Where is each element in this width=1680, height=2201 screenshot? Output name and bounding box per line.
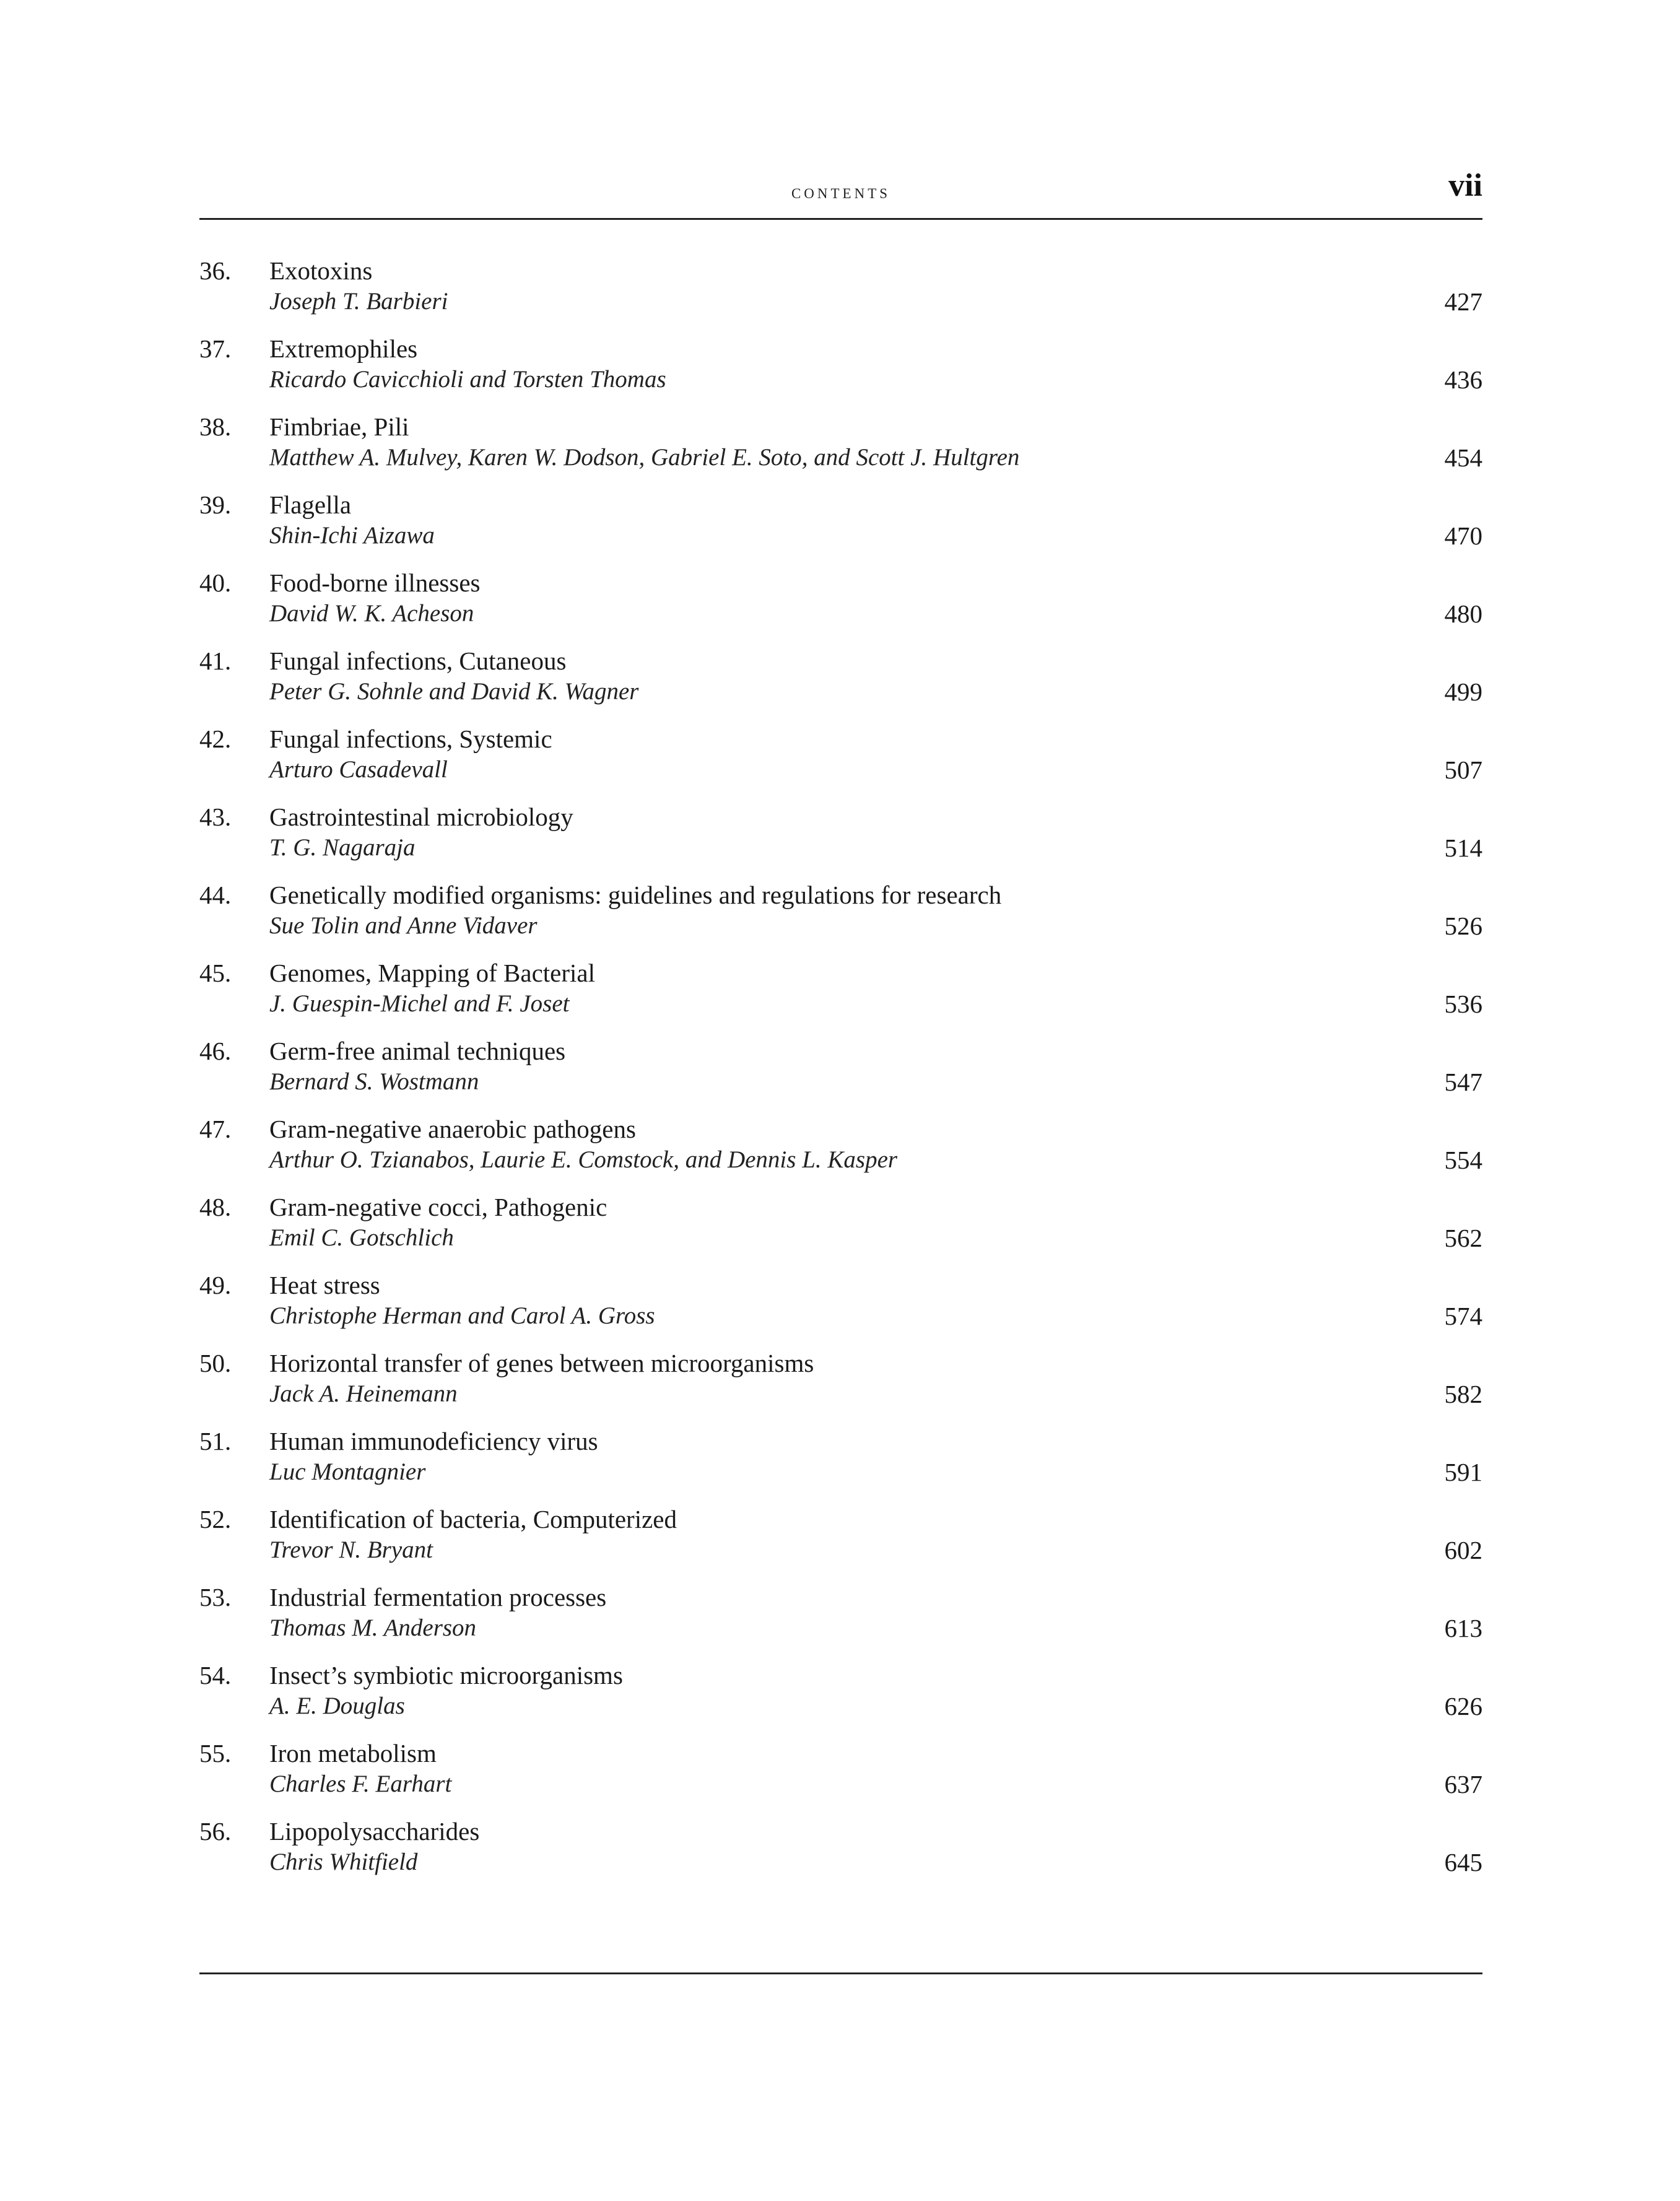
entry-number: 37. xyxy=(199,334,232,363)
toc-entry xyxy=(199,411,1482,489)
toc-entry xyxy=(199,801,1482,879)
entry-number: 40. xyxy=(199,569,232,597)
entry-number: 56. xyxy=(199,1817,232,1846)
entry-title: Food-borne illnesses xyxy=(269,569,481,597)
entry-page-number: 507 xyxy=(1444,756,1482,784)
entry-title: Germ-free animal techniques xyxy=(269,1037,566,1065)
entry-authors: Jack A. Heinemann xyxy=(269,1380,458,1407)
entry-authors: Matthew A. Mulvey, Karen W. Dodson, Gabriel E. Soto, and Scott J. Hultgren xyxy=(269,444,1020,471)
entry-page-number: 470 xyxy=(1444,521,1482,550)
entry-title: Heat stress xyxy=(269,1271,380,1299)
entry-title: Fimbriae, Pili xyxy=(269,412,409,441)
entry-authors: Arthur O. Tzianabos, Laurie E. Comstock, and Dennis L. Kasper xyxy=(269,1146,898,1173)
entry-title: Fungal infections, Cutaneous xyxy=(269,647,567,675)
entry-page-number: 499 xyxy=(1444,678,1482,706)
entry-number: 36. xyxy=(199,256,232,285)
entry-authors: Shin-Ichi Aizawa xyxy=(269,522,435,549)
header-rule xyxy=(199,218,1482,220)
entry-page-number: 626 xyxy=(1444,1692,1482,1720)
entry-page-number: 427 xyxy=(1444,287,1482,316)
entry-number: 54. xyxy=(199,1661,232,1689)
entry-authors: Peter G. Sohnle and David K. Wagner xyxy=(269,678,639,705)
entry-number: 39. xyxy=(199,490,232,519)
entry-title: Gastrointestinal microbiology xyxy=(269,803,573,831)
entry-title: Insect’s symbiotic microorganisms xyxy=(269,1661,623,1689)
entry-authors: J. Guespin-Michel and F. Joset xyxy=(269,990,570,1017)
entry-number: 48. xyxy=(199,1193,232,1221)
entry-authors: Arturo Casadevall xyxy=(269,756,448,783)
entry-page-number: 602 xyxy=(1444,1536,1482,1564)
entry-authors: A. E. Douglas xyxy=(269,1693,405,1719)
entry-number: 45. xyxy=(199,959,232,987)
entry-authors: Sue Tolin and Anne Vidaver xyxy=(269,912,538,939)
entry-page-number: 562 xyxy=(1444,1224,1482,1252)
toc-entry xyxy=(199,1582,1482,1660)
entry-title: Genomes, Mapping of Bacterial xyxy=(269,959,596,987)
entry-authors: David W. K. Acheson xyxy=(269,600,474,627)
entry-page-number: 574 xyxy=(1444,1302,1482,1330)
toc-entry xyxy=(199,1504,1482,1582)
entry-authors: Thomas M. Anderson xyxy=(269,1615,477,1641)
toc-entry xyxy=(199,333,1482,411)
entry-number: 51. xyxy=(199,1427,232,1455)
entry-authors: Ricardo Cavicchioli and Torsten Thomas xyxy=(269,366,666,393)
page-header xyxy=(199,167,1482,218)
entry-page-number: 514 xyxy=(1444,834,1482,862)
entry-authors: Luc Montagnier xyxy=(269,1458,426,1485)
entry-page-number: 547 xyxy=(1444,1068,1482,1096)
entry-page-number: 554 xyxy=(1444,1146,1482,1174)
toc-entry xyxy=(199,1426,1482,1504)
toc-entry xyxy=(199,1035,1482,1114)
entry-title: Genetically modified organisms: guidelines and regulations for research xyxy=(269,881,1002,909)
toc-entry xyxy=(199,1660,1482,1738)
entry-number: 46. xyxy=(199,1037,232,1065)
entry-authors: Chris Whitfield xyxy=(269,1849,418,1875)
toc-entry xyxy=(199,645,1482,723)
entry-page-number: 480 xyxy=(1444,599,1482,628)
page-number: vii xyxy=(1448,168,1482,203)
toc-entry xyxy=(199,255,1482,333)
entry-page-number: 591 xyxy=(1444,1458,1482,1486)
toc-entry xyxy=(199,1270,1482,1348)
entry-number: 49. xyxy=(199,1271,232,1299)
toc-entry xyxy=(199,489,1482,567)
toc-entry xyxy=(199,1738,1482,1816)
toc-entry xyxy=(199,1192,1482,1270)
entry-number: 50. xyxy=(199,1349,232,1377)
entry-number: 42. xyxy=(199,725,232,753)
entry-page-number: 454 xyxy=(1444,443,1482,472)
entry-title: Iron metabolism xyxy=(269,1739,437,1767)
entry-number: 38. xyxy=(199,412,232,441)
entry-authors: T. G. Nagaraja xyxy=(269,834,416,861)
entry-page-number: 436 xyxy=(1444,365,1482,394)
entry-page-number: 637 xyxy=(1444,1770,1482,1798)
entry-title: Horizontal transfer of genes between microorganisms xyxy=(269,1349,814,1377)
toc-entry xyxy=(199,1348,1482,1426)
entry-page-number: 582 xyxy=(1444,1380,1482,1408)
entry-authors: Joseph T. Barbieri xyxy=(269,288,448,315)
toc-entry xyxy=(199,957,1482,1035)
entry-title: Flagella xyxy=(269,490,352,519)
entry-page-number: 536 xyxy=(1444,990,1482,1018)
entry-page-number: 645 xyxy=(1444,1848,1482,1876)
toc-entry xyxy=(199,1816,1482,1894)
toc-entry xyxy=(199,567,1482,645)
entry-authors: Emil C. Gotschlich xyxy=(269,1224,454,1251)
entry-title: Exotoxins xyxy=(269,256,373,285)
entry-title: Fungal infections, Systemic xyxy=(269,725,552,753)
entry-authors: Charles F. Earhart xyxy=(269,1771,452,1797)
footer-rule xyxy=(199,1972,1482,1974)
entry-title: Lipopolysaccharides xyxy=(269,1817,480,1846)
entry-number: 41. xyxy=(199,647,232,675)
entry-title: Gram-negative anaerobic pathogens xyxy=(269,1115,636,1143)
entry-authors: Bernard S. Wostmann xyxy=(269,1068,479,1095)
toc-entry xyxy=(199,723,1482,801)
entry-authors: Trevor N. Bryant xyxy=(269,1536,433,1563)
entry-number: 52. xyxy=(199,1505,232,1533)
entry-number: 55. xyxy=(199,1739,232,1767)
toc-entry xyxy=(199,1114,1482,1192)
entry-page-number: 526 xyxy=(1444,912,1482,940)
table-of-contents xyxy=(199,255,1482,1894)
entry-title: Gram-negative cocci, Pathogenic xyxy=(269,1193,607,1221)
entry-number: 43. xyxy=(199,803,232,831)
entry-title: Extremophiles xyxy=(269,334,418,363)
entry-number: 47. xyxy=(199,1115,232,1143)
entry-page-number: 613 xyxy=(1444,1614,1482,1642)
toc-entry xyxy=(199,879,1482,957)
entry-authors: Christophe Herman and Carol A. Gross xyxy=(269,1302,655,1329)
entry-title: Human immunodeficiency virus xyxy=(269,1427,598,1455)
entry-title: Identification of bacteria, Computerized xyxy=(269,1505,677,1533)
entry-number: 44. xyxy=(199,881,232,909)
entry-number: 53. xyxy=(199,1583,232,1611)
running-title: contents xyxy=(791,181,891,203)
entry-title: Industrial fermentation processes xyxy=(269,1583,607,1611)
